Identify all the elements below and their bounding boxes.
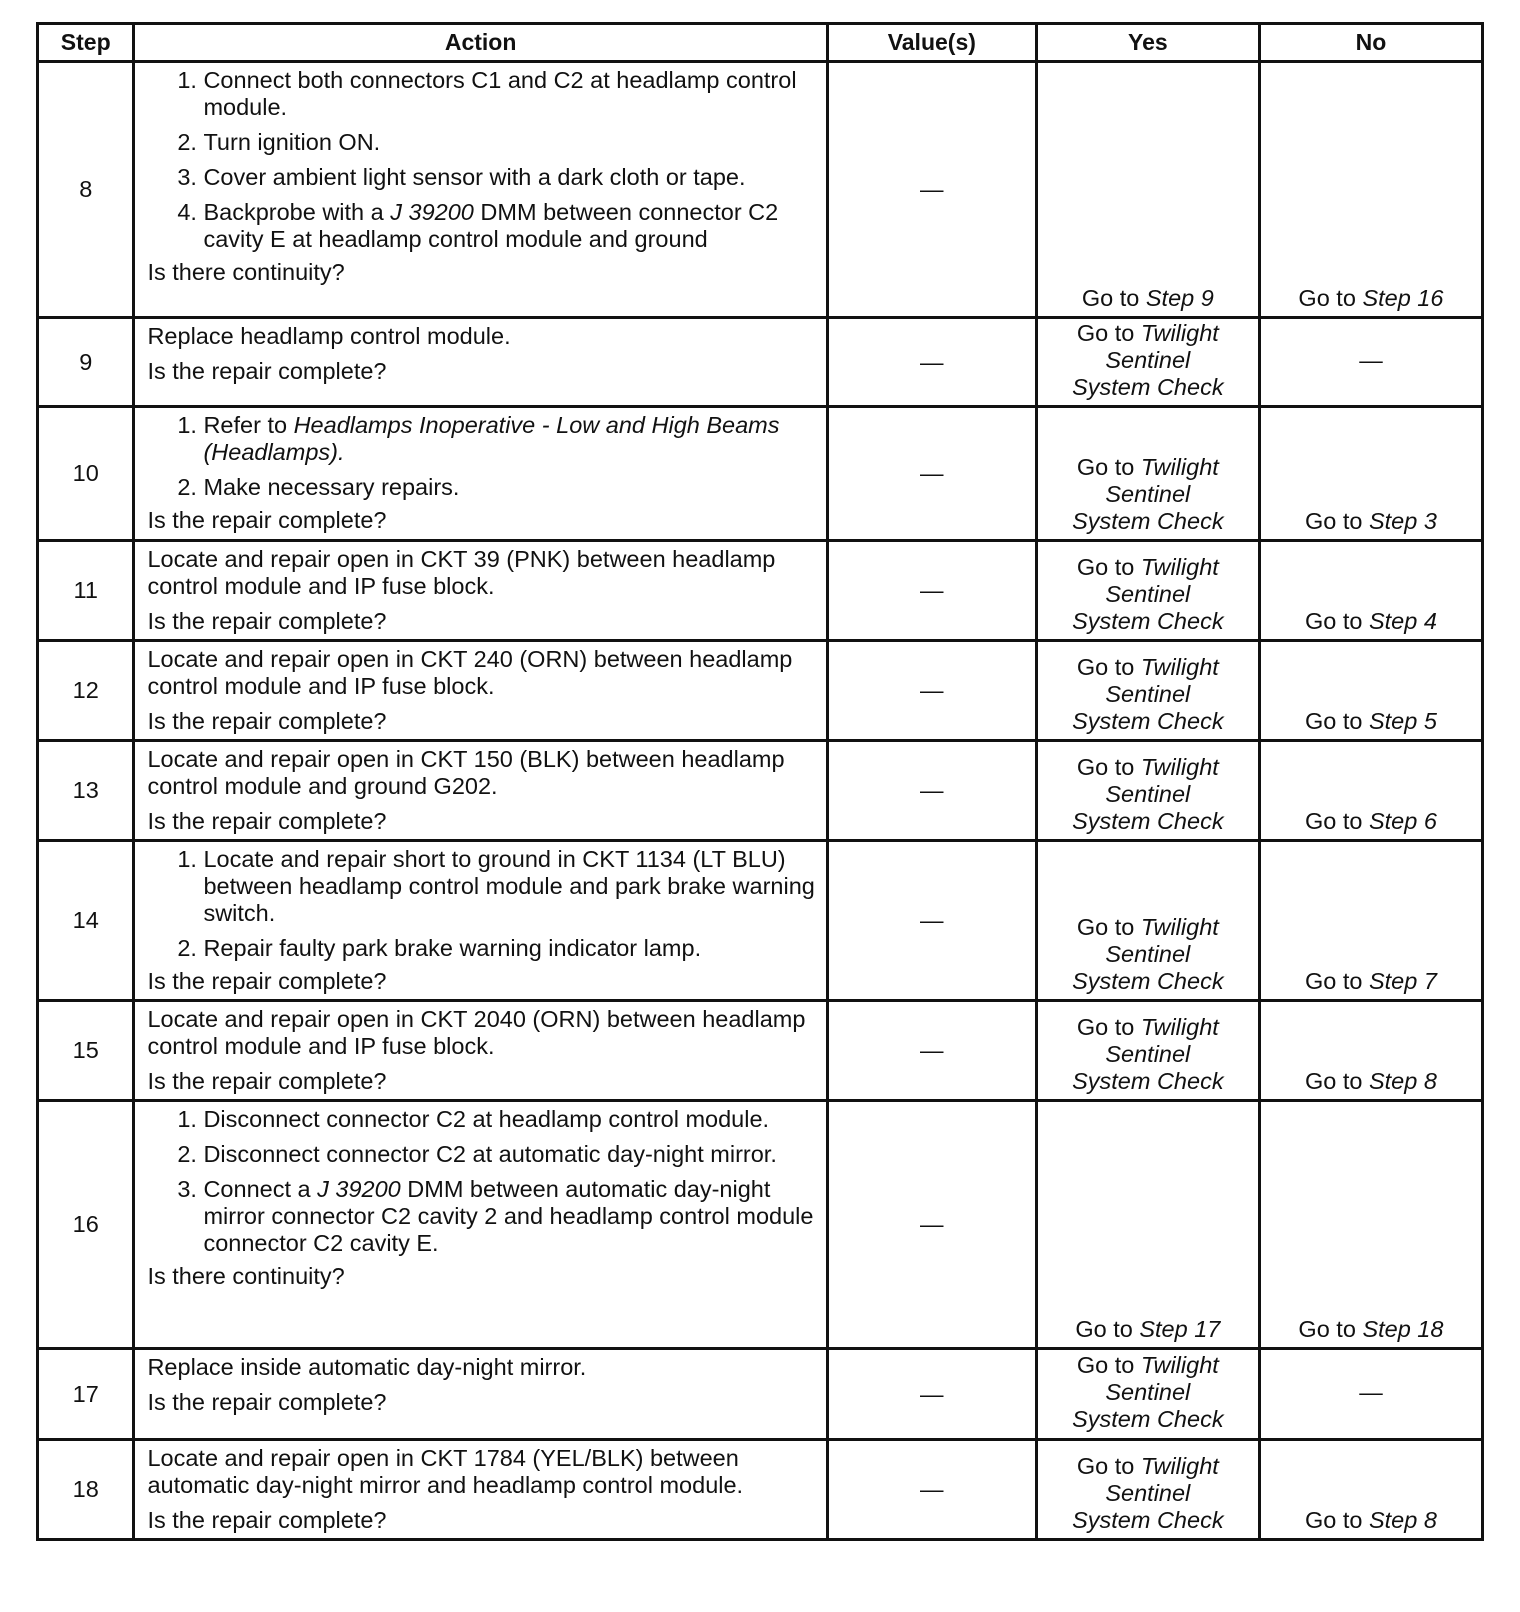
action-list [147, 1106, 817, 1257]
no-cell [1259, 641, 1482, 741]
action-item: 2. Disconnect connector C2 at automatic day-night mirror. [203, 1141, 817, 1168]
step-number: 18 [38, 1440, 134, 1540]
no-cell [1259, 1001, 1482, 1101]
no-cell [1259, 1440, 1482, 1540]
twilight-line2: Sentinel [1105, 1041, 1191, 1067]
no-cell [1259, 1101, 1482, 1349]
step-reference: Step 8 [1368, 1068, 1437, 1094]
goto-text: Go to [1075, 1316, 1140, 1342]
table-row [38, 741, 1483, 841]
action-item: 3. Cover ambient light sensor with a dark cloth or tape. [203, 164, 817, 191]
step-number: 15 [38, 1001, 134, 1101]
action-cell [134, 841, 827, 1001]
goto-text: Go to [1304, 608, 1369, 634]
twilight-line1: Twilight [1140, 1351, 1219, 1378]
table-row [38, 841, 1483, 1001]
twilight-line3: System Check [1072, 808, 1224, 834]
goto-text: Go to [1298, 285, 1363, 311]
step-reference: Step 9 [1145, 285, 1214, 311]
goto-text: Go to [1076, 319, 1141, 346]
step-reference: Step 17 [1139, 1316, 1221, 1342]
step-reference: Step 4 [1368, 608, 1437, 634]
action-text: Locate and repair open in CKT 240 (ORN) between headlamp control module and IP fuse block. [147, 646, 793, 699]
twilight-line3: System Check [1072, 1405, 1224, 1432]
action-cell [134, 62, 827, 318]
goto-text: Go to [1304, 1068, 1369, 1094]
goto-text: Go to [1076, 654, 1141, 680]
question-text: Is the repair complete? [147, 1389, 387, 1415]
tool-reference: J 39200 [317, 1176, 401, 1202]
twilight-line3: System Check [1072, 1068, 1224, 1094]
value-cell: — [827, 741, 1036, 841]
header-step: Step [38, 24, 134, 62]
header-no: No [1259, 24, 1482, 62]
diagnostic-table-wrapper [36, 22, 1484, 1541]
action-text: DMM between connector C2 cavity E at headlamp control module and ground [203, 199, 779, 252]
action-cell [134, 407, 827, 541]
twilight-line1: Twilight [1140, 454, 1219, 480]
document-reference: Headlamps Inoperative - Low and High Beams (Headlamps). [203, 412, 780, 465]
twilight-line3: System Check [1072, 1507, 1224, 1533]
step-number: 17 [38, 1349, 134, 1440]
goto-text: Go to [1076, 1014, 1141, 1040]
twilight-line3: System Check [1072, 508, 1224, 534]
twilight-line2: Sentinel [1105, 941, 1191, 967]
twilight-line2: Sentinel [1105, 1480, 1191, 1506]
table-row [38, 1001, 1483, 1101]
yes-cell [1036, 318, 1259, 407]
no-cell [1259, 741, 1482, 841]
goto-text: Go to [1076, 454, 1141, 480]
action-text: Locate and repair open in CKT 150 (BLK) between headlamp control module and ground G202. [147, 746, 785, 799]
question-text: Is there continuity? [147, 259, 345, 285]
twilight-line2: Sentinel [1105, 346, 1191, 373]
header-action: Action [134, 24, 827, 62]
yes-cell [1036, 1101, 1259, 1349]
action-cell [134, 1349, 827, 1440]
action-text: Locate and repair open in CKT 39 (PNK) between headlamp control module and IP fuse block. [147, 546, 776, 599]
table-row [38, 62, 1483, 318]
no-cell [1259, 841, 1482, 1001]
twilight-line1: Twilight [1140, 1014, 1219, 1040]
action-item: 1. Disconnect connector C2 at headlamp control module. [203, 1106, 817, 1133]
question-text: Is the repair complete? [147, 708, 387, 734]
no-cell: — [1259, 318, 1482, 407]
step-reference: Step 5 [1368, 708, 1437, 734]
yes-cell [1036, 1349, 1259, 1440]
yes-cell [1036, 62, 1259, 318]
goto-text: Go to [1076, 1351, 1141, 1378]
action-item [203, 1176, 817, 1257]
value-cell: — [827, 1440, 1036, 1540]
twilight-line1: Twilight [1140, 754, 1219, 780]
goto-text: Go to [1304, 808, 1369, 834]
goto-text: Go to [1076, 554, 1141, 580]
header-values: Value(s) [827, 24, 1036, 62]
twilight-line1: Twilight [1140, 654, 1219, 680]
action-text: Replace headlamp control module. [147, 323, 511, 349]
twilight-line1: Twilight [1140, 1453, 1219, 1479]
action-text: Refer to [203, 412, 294, 438]
value-cell: — [827, 541, 1036, 641]
action-list [147, 412, 817, 501]
twilight-line2: Sentinel [1105, 681, 1191, 707]
action-text: DMM between automatic day-night mirror connector C2 cavity 2 and headlamp control module connector C2 cavity E. [203, 1176, 814, 1256]
value-cell: — [827, 1001, 1036, 1101]
action-item: 1. Connect both connectors C1 and C2 at headlamp control module. [203, 67, 817, 121]
yes-cell [1036, 1440, 1259, 1540]
twilight-line3: System Check [1072, 608, 1224, 634]
action-cell [134, 541, 827, 641]
action-list [147, 846, 817, 962]
table-row [38, 407, 1483, 541]
value-cell: — [827, 1349, 1036, 1440]
goto-text: Go to [1304, 1507, 1369, 1533]
no-cell: — [1259, 1349, 1482, 1440]
action-cell [134, 318, 827, 407]
step-reference: Step 18 [1362, 1316, 1444, 1342]
goto-text: Go to [1076, 914, 1141, 940]
twilight-line2: Sentinel [1105, 781, 1191, 807]
twilight-line3: System Check [1072, 373, 1224, 400]
action-text: Connect a [203, 1176, 318, 1202]
yes-cell [1036, 741, 1259, 841]
yes-cell [1036, 407, 1259, 541]
step-reference: Step 16 [1362, 285, 1444, 311]
step-number: 8 [38, 62, 134, 318]
step-number: 13 [38, 741, 134, 841]
step-number: 9 [38, 318, 134, 407]
goto-text: Go to [1076, 754, 1141, 780]
question-text: Is the repair complete? [147, 808, 387, 834]
question-text: Is the repair complete? [147, 608, 387, 634]
yes-cell [1036, 1001, 1259, 1101]
twilight-line1: Twilight [1140, 914, 1219, 940]
twilight-line2: Sentinel [1105, 1378, 1191, 1405]
action-item [203, 412, 817, 466]
action-item [203, 199, 817, 253]
action-list [147, 67, 817, 253]
yes-cell [1036, 841, 1259, 1001]
action-text: Locate and repair open in CKT 2040 (ORN) between headlamp control module and IP fuse block. [147, 1006, 806, 1059]
action-item: 2. Make necessary repairs. [203, 474, 817, 501]
step-number: 14 [38, 841, 134, 1001]
table-row [38, 641, 1483, 741]
step-number: 10 [38, 407, 134, 541]
goto-text: Go to [1304, 508, 1369, 534]
no-cell [1259, 541, 1482, 641]
step-reference: Step 8 [1368, 1507, 1437, 1533]
diagnostic-table [36, 22, 1484, 1541]
twilight-line3: System Check [1072, 708, 1224, 734]
table-row [38, 1349, 1483, 1440]
twilight-line2: Sentinel [1105, 481, 1191, 507]
action-cell [134, 1440, 827, 1540]
value-cell: — [827, 1101, 1036, 1349]
yes-cell [1036, 641, 1259, 741]
no-cell [1259, 62, 1482, 318]
step-reference: Step 6 [1368, 808, 1437, 834]
step-reference: Step 3 [1368, 508, 1437, 534]
question-text: Is the repair complete? [147, 1068, 387, 1094]
value-cell: — [827, 318, 1036, 407]
tool-reference: J 39200 [390, 199, 474, 225]
table-row [38, 318, 1483, 407]
yes-cell [1036, 541, 1259, 641]
action-text: Backprobe with a [203, 199, 391, 225]
value-cell: — [827, 62, 1036, 318]
goto-text: Go to [1076, 1453, 1141, 1479]
step-number: 11 [38, 541, 134, 641]
action-cell [134, 1101, 827, 1349]
step-number: 16 [38, 1101, 134, 1349]
question-text: Is the repair complete? [147, 1507, 387, 1533]
step-reference: Step 7 [1368, 968, 1437, 994]
action-cell [134, 741, 827, 841]
twilight-line1: Twilight [1140, 554, 1219, 580]
table-row [38, 1101, 1483, 1349]
step-number: 12 [38, 641, 134, 741]
table-row [38, 1440, 1483, 1540]
action-item: 2. Turn ignition ON. [203, 129, 817, 156]
action-cell [134, 1001, 827, 1101]
action-item: 2. Repair faulty park brake warning indicator lamp. [203, 935, 817, 962]
twilight-line3: System Check [1072, 968, 1224, 994]
question-text: Is the repair complete? [147, 968, 387, 994]
action-item: 1. Locate and repair short to ground in CKT 1134 (LT BLU) between headlamp control module and park brake warning switch. [203, 846, 817, 927]
value-cell: — [827, 841, 1036, 1001]
twilight-line1: Twilight [1140, 319, 1219, 346]
goto-text: Go to [1304, 968, 1369, 994]
action-cell [134, 641, 827, 741]
value-cell: — [827, 407, 1036, 541]
table-row [38, 541, 1483, 641]
header-row [38, 24, 1483, 62]
question-text: Is the repair complete? [147, 507, 387, 533]
goto-text: Go to [1298, 1316, 1363, 1342]
action-text: Locate and repair open in CKT 1784 (YEL/BLK) between automatic day-night mirror and headlamp control module. [147, 1445, 744, 1498]
action-text: Replace inside automatic day-night mirror. [147, 1354, 587, 1380]
value-cell: — [827, 641, 1036, 741]
no-cell [1259, 407, 1482, 541]
question-text: Is there continuity? [147, 1263, 345, 1289]
goto-text: Go to [1081, 285, 1146, 311]
header-yes: Yes [1036, 24, 1259, 62]
goto-text: Go to [1304, 708, 1369, 734]
twilight-line2: Sentinel [1105, 581, 1191, 607]
question-text: Is the repair complete? [147, 358, 387, 384]
